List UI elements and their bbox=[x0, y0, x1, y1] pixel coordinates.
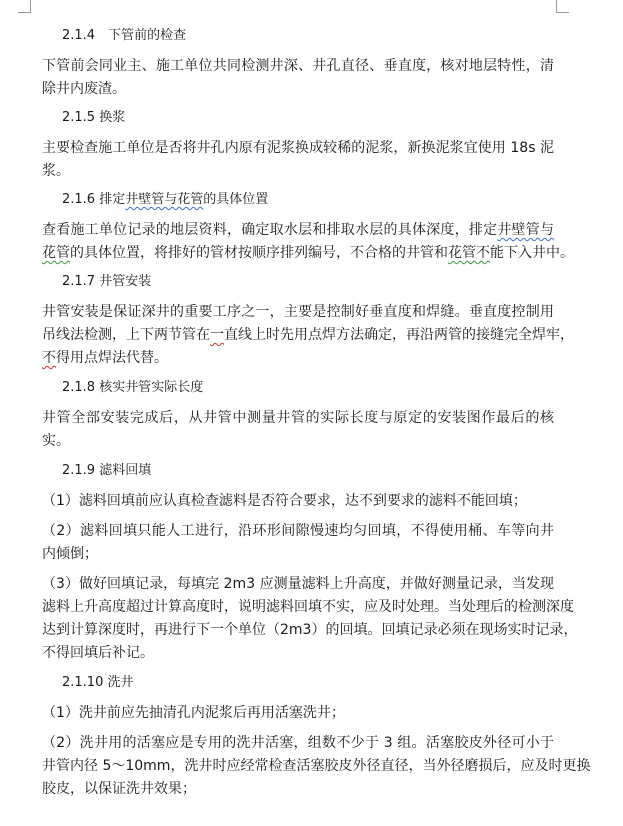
text-run: 2.1.4 下管前的检查 bbox=[62, 28, 187, 43]
underlined-text: 一 bbox=[210, 327, 224, 343]
paragraph-line bbox=[42, 302, 554, 322]
underlined-text: 井壁管与花管 bbox=[125, 192, 204, 207]
paragraph-line bbox=[42, 779, 196, 799]
paragraph-line bbox=[42, 733, 554, 753]
text-run: （1）滤料回填前应认真检查滤料是否符合要求，达不到要求的滤料不能回填； bbox=[42, 493, 527, 509]
text-run: 内倾倒； bbox=[42, 546, 98, 562]
text-run: 滤料上升高度超过计算高度时，说明滤料回填不实，应及时处理。当处理后的检测深度 bbox=[42, 599, 574, 615]
paragraph-line bbox=[42, 756, 591, 776]
text-run: 的具体位置，将排好的管材按顺序排列编号，不合格的井管和 bbox=[70, 245, 448, 261]
text-run: 井管安装是保证深井的重要工序之一，主要是控制好垂直度和焊缝。垂直度控制用 bbox=[42, 304, 554, 320]
underlined-text: 花管不 bbox=[448, 245, 490, 261]
text-run: （3）做好回填记录，每填完 2m3 应测量滤料上升高度，并做好测量记录，当发现 bbox=[42, 576, 554, 592]
underlined-text: 不 bbox=[42, 350, 56, 366]
text-run: 吊线法检测，上下两节管在 bbox=[42, 327, 210, 343]
text-run: 主要检查施工单位是否将井孔内原有泥浆换成较稀的泥浆，新换泥浆宜使用 18s 泥 bbox=[42, 140, 554, 156]
section-heading bbox=[62, 108, 125, 128]
section-heading bbox=[62, 378, 203, 398]
paragraph-line bbox=[42, 431, 70, 451]
paragraph-line bbox=[42, 408, 554, 428]
section-heading bbox=[62, 190, 268, 210]
text-run: 2.1.7 井管安装 bbox=[62, 274, 152, 289]
paragraph-line bbox=[42, 348, 168, 368]
paragraph-line bbox=[42, 243, 574, 263]
paragraph-line bbox=[42, 491, 527, 511]
section-heading bbox=[62, 461, 151, 481]
text-run: 实。 bbox=[42, 433, 70, 449]
text-run: （1）洗井前应先抽清孔内泥浆后再用活塞洗井； bbox=[42, 705, 345, 721]
text-run: 胶皮，以保证洗井效果； bbox=[42, 781, 196, 797]
text-run: 的具体位置 bbox=[203, 192, 269, 207]
text-run: 2.1.9 滤料回填 bbox=[62, 463, 152, 478]
text-run: 达到计算深度时，再进行下一个单位（2m3）的回填。回填记录必须在现场实时记录， bbox=[42, 622, 578, 638]
paragraph-line bbox=[42, 597, 574, 617]
paragraph-line bbox=[42, 620, 578, 640]
text-run: 2.1.10 洗井 bbox=[62, 675, 134, 690]
text-run: 查看施工单位记录的地层资料，确定取水层和排取水层的具体深度，排定 bbox=[42, 222, 498, 238]
text-run: 直线上时先用点焊方法确定，再沿两管的接缝完全焊牢， bbox=[224, 327, 574, 343]
text-run: 除井内废渣。 bbox=[42, 81, 126, 97]
paragraph-line bbox=[42, 643, 154, 663]
text-run: 2.1.5 换浆 bbox=[62, 110, 126, 125]
text-run: 井管内径 5～10mm，洗井时应经常检查活塞胶皮外径直径，当外径磨损后，应及时更换 bbox=[42, 758, 591, 774]
text-run: 能下入井中。 bbox=[490, 245, 574, 261]
paragraph-line bbox=[42, 703, 345, 723]
paragraph-line bbox=[42, 79, 126, 99]
section-heading bbox=[62, 26, 186, 46]
text-run: 2.1.6 排定 bbox=[62, 192, 126, 207]
crop-mark-top-left bbox=[18, 0, 31, 13]
paragraph-line bbox=[42, 544, 98, 564]
text-run: （2）洗井用的活塞应是专用的洗井活塞，组数不少于 3 组。活塞胶皮外径可小于 bbox=[42, 735, 554, 751]
paragraph-line bbox=[42, 521, 554, 541]
paragraph-line bbox=[42, 138, 554, 158]
section-heading bbox=[62, 272, 151, 292]
text-run: 下管前会同业主、施工单位共同检测井深、井孔直径、垂直度，核对地层特性，清 bbox=[42, 58, 554, 74]
paragraph-line bbox=[42, 161, 70, 181]
underlined-text: 花管 bbox=[42, 245, 70, 261]
underlined-text: 井壁管与 bbox=[497, 222, 554, 238]
section-heading bbox=[62, 673, 133, 693]
text-run: 井管全部安装完成后，从井管中测量井管的实际长度与原定的安装图作最后的核 bbox=[42, 410, 554, 426]
text-run: 2.1.8 核实井管实际长度 bbox=[62, 380, 204, 395]
text-run: 浆。 bbox=[42, 163, 70, 179]
paragraph-line bbox=[42, 574, 554, 594]
paragraph-line bbox=[42, 325, 574, 345]
crop-mark-top-right bbox=[556, 0, 569, 13]
text-run: 不得回填后补记。 bbox=[42, 645, 154, 661]
paragraph-line bbox=[42, 56, 554, 76]
paragraph-line bbox=[42, 220, 554, 240]
text-run: （2）滤料回填只能人工进行，沿环形间隙慢速均匀回填，不得使用桶、车等向井 bbox=[42, 523, 554, 539]
text-run: 得用点焊法代替。 bbox=[56, 350, 168, 366]
